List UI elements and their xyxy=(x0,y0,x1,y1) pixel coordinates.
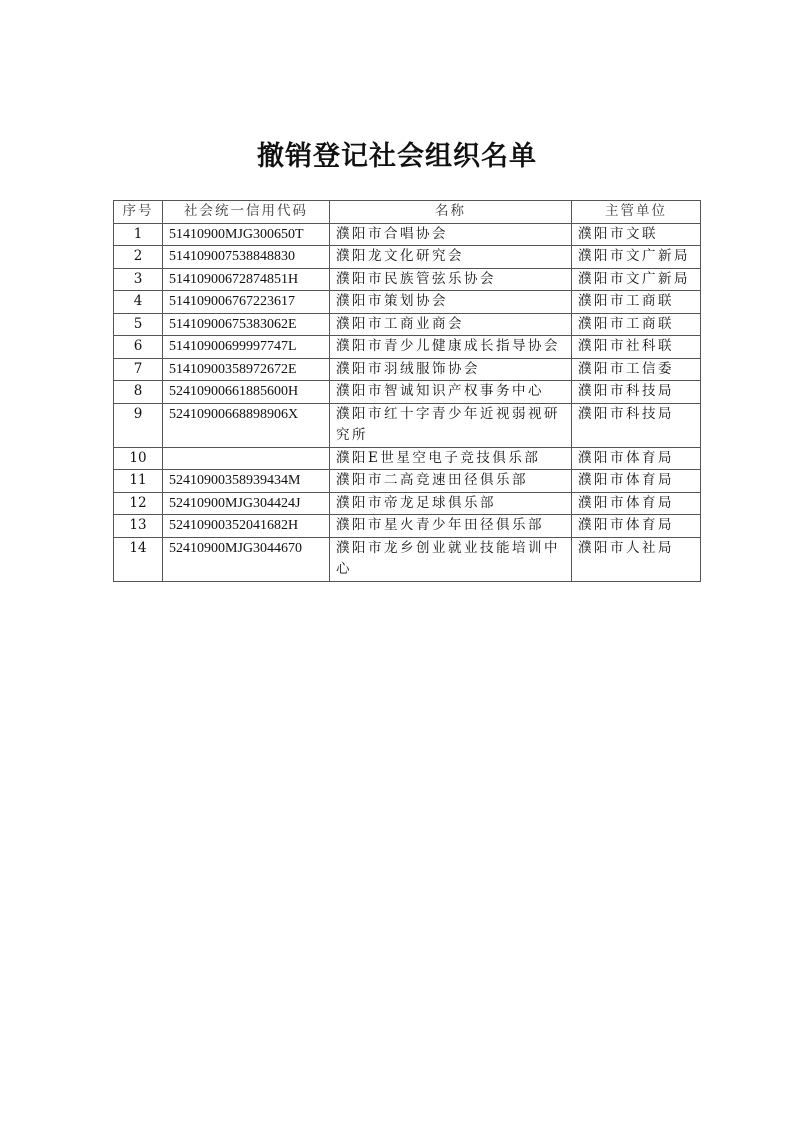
cell-name: 濮阳市二高竞速田径俱乐部 xyxy=(330,470,572,493)
cell-seq: 2 xyxy=(114,246,163,269)
cell-name: 濮阳市民族管弦乐协会 xyxy=(330,268,572,291)
table-row xyxy=(114,336,701,359)
cell-credit-code: 51410900358972672E xyxy=(163,358,330,381)
header-name: 名称 xyxy=(330,201,572,224)
cell-seq: 12 xyxy=(114,492,163,515)
cell-name: 濮阳市羽绒服饰协会 xyxy=(330,358,572,381)
cell-credit-code xyxy=(163,447,330,470)
cell-credit-code: 52410900668898906X xyxy=(163,403,330,447)
cell-name: 濮阳市红十字青少年近视弱视研究所 xyxy=(330,403,572,447)
cell-name: 濮阳龙文化研究会 xyxy=(330,246,572,269)
cell-department: 濮阳市科技局 xyxy=(572,403,701,447)
deregistered-organizations-table xyxy=(113,200,701,582)
cell-name: 濮阳市策划协会 xyxy=(330,291,572,314)
cell-department: 濮阳市体育局 xyxy=(572,515,701,538)
cell-credit-code: 51410900MJG300650T xyxy=(163,223,330,246)
cell-name: 濮阳市智诚知识产权事务中心 xyxy=(330,381,572,404)
cell-credit-code: 51410900675383062E xyxy=(163,313,330,336)
cell-name: 濮阳市合唱协会 xyxy=(330,223,572,246)
table-row xyxy=(114,268,701,291)
cell-seq: 9 xyxy=(114,403,163,447)
header-department: 主管单位 xyxy=(572,201,701,224)
cell-name: 濮阳E世星空电子竞技俱乐部 xyxy=(330,447,572,470)
cell-department: 濮阳市科技局 xyxy=(572,381,701,404)
cell-seq: 5 xyxy=(114,313,163,336)
cell-credit-code: 52410900MJG304424J xyxy=(163,492,330,515)
table-row xyxy=(114,358,701,381)
table-row xyxy=(114,492,701,515)
cell-seq: 13 xyxy=(114,515,163,538)
cell-seq: 7 xyxy=(114,358,163,381)
cell-seq: 4 xyxy=(114,291,163,314)
table-row xyxy=(114,313,701,336)
table-row xyxy=(114,470,701,493)
cell-department: 濮阳市工信委 xyxy=(572,358,701,381)
cell-seq: 10 xyxy=(114,447,163,470)
cell-name: 濮阳市龙乡创业就业技能培训中心 xyxy=(330,537,572,581)
cell-department: 濮阳市文广新局 xyxy=(572,246,701,269)
page-title: 撤销登记社会组织名单 xyxy=(257,141,537,172)
cell-seq: 11 xyxy=(114,470,163,493)
cell-department: 濮阳市体育局 xyxy=(572,492,701,515)
table-row xyxy=(114,223,701,246)
cell-credit-code: 51410900672874851H xyxy=(163,268,330,291)
cell-credit-code: 52410900MJG3044670 xyxy=(163,537,330,581)
cell-credit-code: 51410900699997747L xyxy=(163,336,330,359)
table-row xyxy=(114,246,701,269)
cell-name: 濮阳市星火青少年田径俱乐部 xyxy=(330,515,572,538)
cell-name: 濮阳市帝龙足球俱乐部 xyxy=(330,492,572,515)
cell-seq: 14 xyxy=(114,537,163,581)
table-row xyxy=(114,381,701,404)
cell-department: 濮阳市体育局 xyxy=(572,447,701,470)
cell-seq: 6 xyxy=(114,336,163,359)
cell-credit-code: 52410900661885600H xyxy=(163,381,330,404)
cell-department: 濮阳市工商联 xyxy=(572,291,701,314)
cell-credit-code: 514109007538848830 xyxy=(163,246,330,269)
cell-credit-code: 52410900352041682H xyxy=(163,515,330,538)
table-row xyxy=(114,537,701,581)
cell-department: 濮阳市社科联 xyxy=(572,336,701,359)
cell-department: 濮阳市人社局 xyxy=(572,537,701,581)
cell-seq: 3 xyxy=(114,268,163,291)
cell-name: 濮阳市工商业商会 xyxy=(330,313,572,336)
header-seq: 序号 xyxy=(114,201,163,224)
cell-department: 濮阳市工商联 xyxy=(572,313,701,336)
cell-credit-code: 52410900358939434M xyxy=(163,470,330,493)
header-credit-code: 社会统一信用代码 xyxy=(163,201,330,224)
cell-department: 濮阳市文广新局 xyxy=(572,268,701,291)
table-row xyxy=(114,403,701,447)
table-row xyxy=(114,447,701,470)
table-row xyxy=(114,291,701,314)
table-row xyxy=(114,515,701,538)
table-header-row xyxy=(114,201,701,224)
cell-seq: 1 xyxy=(114,223,163,246)
cell-seq: 8 xyxy=(114,381,163,404)
cell-name: 濮阳市青少儿健康成长指导协会 xyxy=(330,336,572,359)
cell-department: 濮阳市体育局 xyxy=(572,470,701,493)
cell-credit-code: 514109006767223617 xyxy=(163,291,330,314)
cell-department: 濮阳市文联 xyxy=(572,223,701,246)
